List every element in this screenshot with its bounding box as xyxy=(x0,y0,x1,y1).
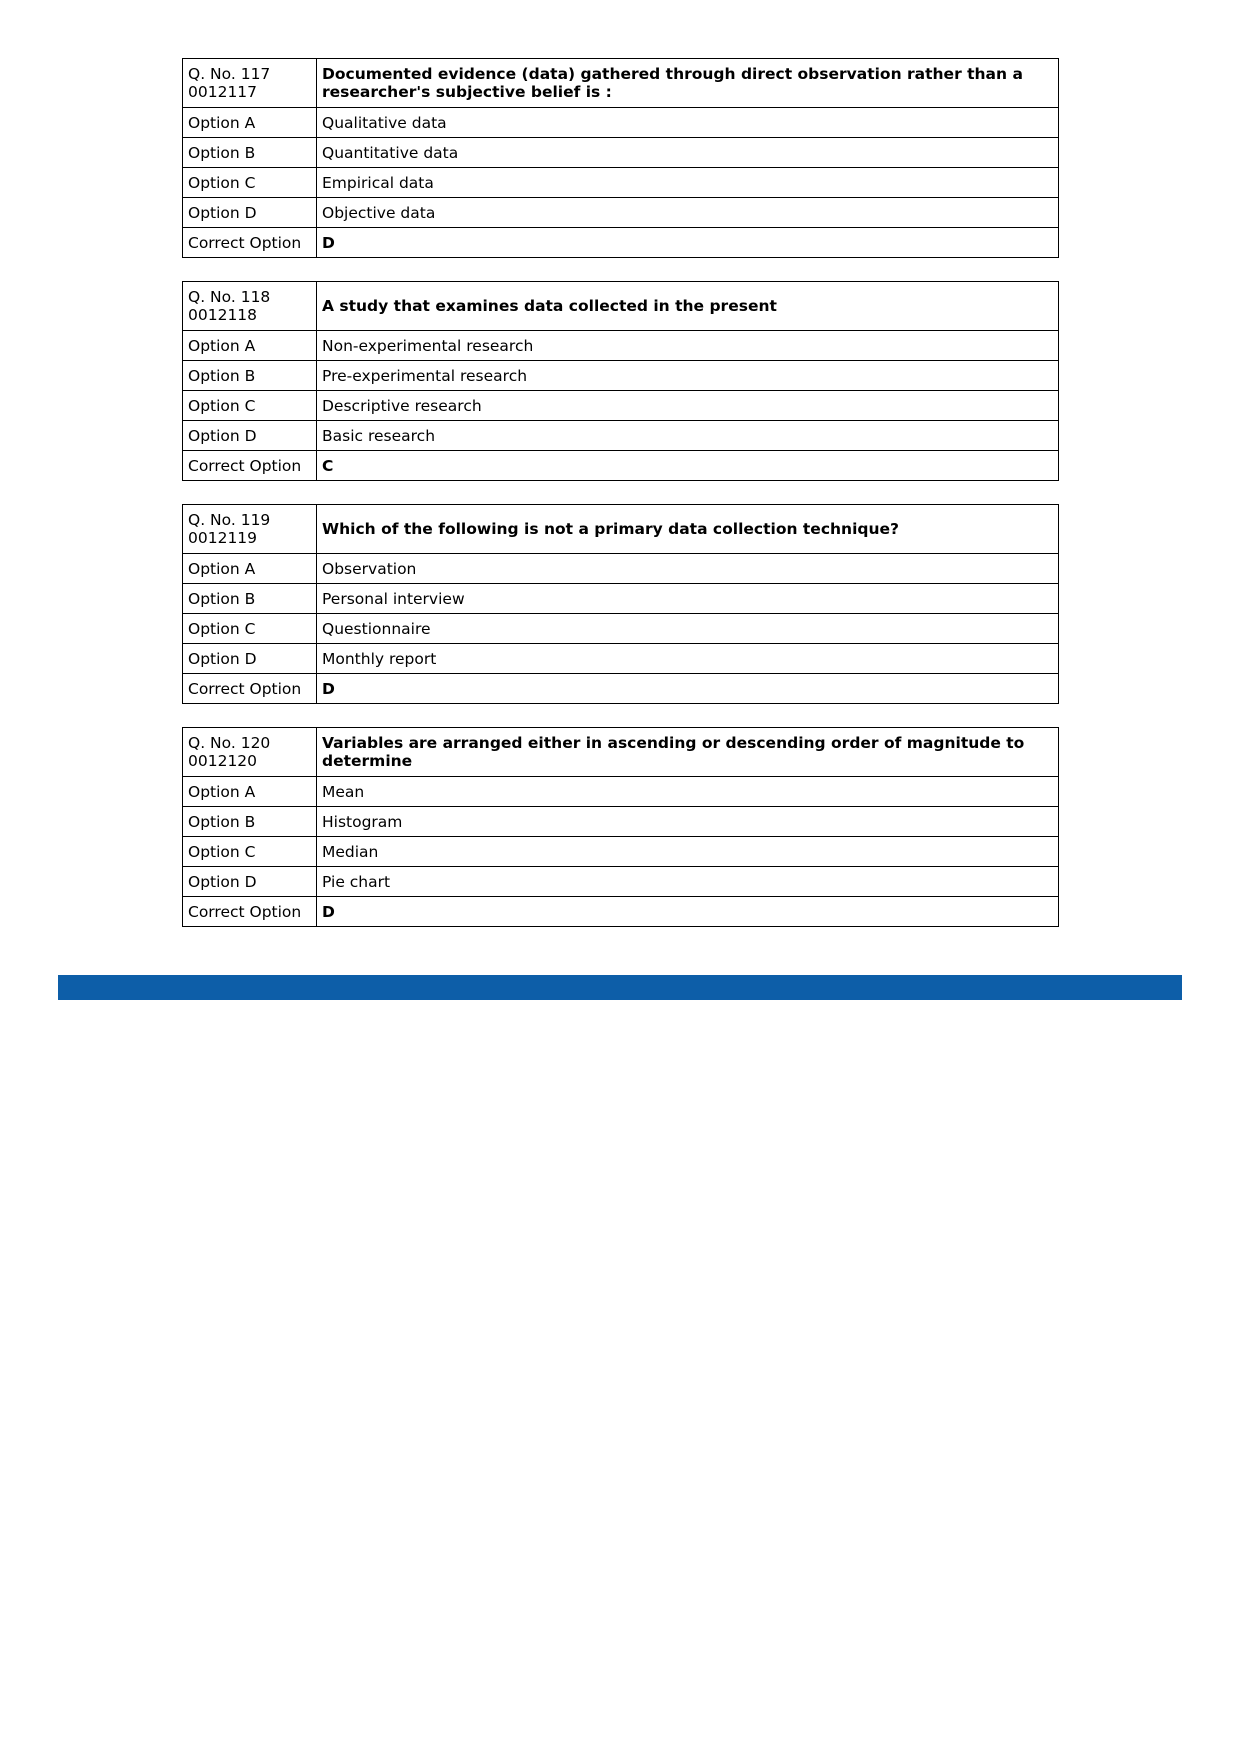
option-label: Option A xyxy=(183,108,317,138)
question-table xyxy=(182,58,1059,258)
option-row xyxy=(183,168,1059,198)
footer-bar xyxy=(58,975,1182,1000)
option-value: Qualitative data xyxy=(317,108,1059,138)
correct-option-value: D xyxy=(317,897,1059,927)
question-header-row xyxy=(183,728,1059,777)
question-text: Documented evidence (data) gathered through direct observation rather than a researcher's subjective belief is : xyxy=(317,59,1059,108)
question-list xyxy=(182,58,1058,950)
option-label: Option C xyxy=(183,837,317,867)
option-label: Option B xyxy=(183,138,317,168)
question-text: A study that examines data collected in the present xyxy=(317,282,1059,331)
option-label: Option A xyxy=(183,554,317,584)
correct-option-value: D xyxy=(317,674,1059,704)
option-label: Option B xyxy=(183,584,317,614)
option-row xyxy=(183,777,1059,807)
question-number: Q. No. 119 xyxy=(188,511,271,529)
correct-option-value: D xyxy=(317,228,1059,258)
correct-option-row xyxy=(183,897,1059,927)
question-header-row xyxy=(183,505,1059,554)
question-table xyxy=(182,504,1059,704)
correct-option-label: Correct Option xyxy=(183,228,317,258)
question-number: Q. No. 120 xyxy=(188,734,271,752)
question-number-cell xyxy=(183,728,317,777)
option-label: Option D xyxy=(183,867,317,897)
option-value: Personal interview xyxy=(317,584,1059,614)
correct-option-value: C xyxy=(317,451,1059,481)
question-number-cell xyxy=(183,505,317,554)
option-value: Mean xyxy=(317,777,1059,807)
option-row xyxy=(183,331,1059,361)
correct-option-row xyxy=(183,674,1059,704)
option-row xyxy=(183,837,1059,867)
question-header-row xyxy=(183,282,1059,331)
option-label: Option B xyxy=(183,807,317,837)
option-value: Empirical data xyxy=(317,168,1059,198)
option-row xyxy=(183,807,1059,837)
option-value: Basic research xyxy=(317,421,1059,451)
option-label: Option B xyxy=(183,361,317,391)
correct-option-label: Correct Option xyxy=(183,674,317,704)
option-label: Option C xyxy=(183,168,317,198)
option-label: Option A xyxy=(183,331,317,361)
option-row xyxy=(183,391,1059,421)
option-row xyxy=(183,867,1059,897)
option-label: Option D xyxy=(183,644,317,674)
question-table xyxy=(182,727,1059,927)
option-value: Pie chart xyxy=(317,867,1059,897)
question-number-cell xyxy=(183,59,317,108)
option-value: Non-experimental research xyxy=(317,331,1059,361)
option-value: Observation xyxy=(317,554,1059,584)
option-label: Option C xyxy=(183,391,317,421)
option-value: Histogram xyxy=(317,807,1059,837)
option-label: Option D xyxy=(183,198,317,228)
correct-option-label: Correct Option xyxy=(183,451,317,481)
correct-option-label: Correct Option xyxy=(183,897,317,927)
question-id: 0012120 xyxy=(188,752,258,770)
option-row xyxy=(183,108,1059,138)
question-header-row xyxy=(183,59,1059,108)
question-id: 0012118 xyxy=(188,306,258,324)
option-value: Descriptive research xyxy=(317,391,1059,421)
correct-option-row xyxy=(183,228,1059,258)
option-row xyxy=(183,584,1059,614)
option-value: Objective data xyxy=(317,198,1059,228)
question-number-cell xyxy=(183,282,317,331)
option-value: Quantitative data xyxy=(317,138,1059,168)
question-id: 0012117 xyxy=(188,83,258,101)
option-value: Median xyxy=(317,837,1059,867)
question-text: Which of the following is not a primary data collection technique? xyxy=(317,505,1059,554)
option-label: Option D xyxy=(183,421,317,451)
question-table xyxy=(182,281,1059,481)
option-row xyxy=(183,361,1059,391)
option-row xyxy=(183,554,1059,584)
option-row xyxy=(183,421,1059,451)
option-label: Option A xyxy=(183,777,317,807)
question-text: Variables are arranged either in ascending or descending order of magnitude to determine xyxy=(317,728,1059,777)
question-number: Q. No. 118 xyxy=(188,288,271,306)
option-value: Monthly report xyxy=(317,644,1059,674)
option-label: Option C xyxy=(183,614,317,644)
correct-option-row xyxy=(183,451,1059,481)
option-row xyxy=(183,138,1059,168)
question-id: 0012119 xyxy=(188,529,258,547)
option-value: Pre-experimental research xyxy=(317,361,1059,391)
question-number: Q. No. 117 xyxy=(188,65,271,83)
option-value: Questionnaire xyxy=(317,614,1059,644)
option-row xyxy=(183,644,1059,674)
option-row xyxy=(183,198,1059,228)
option-row xyxy=(183,614,1059,644)
